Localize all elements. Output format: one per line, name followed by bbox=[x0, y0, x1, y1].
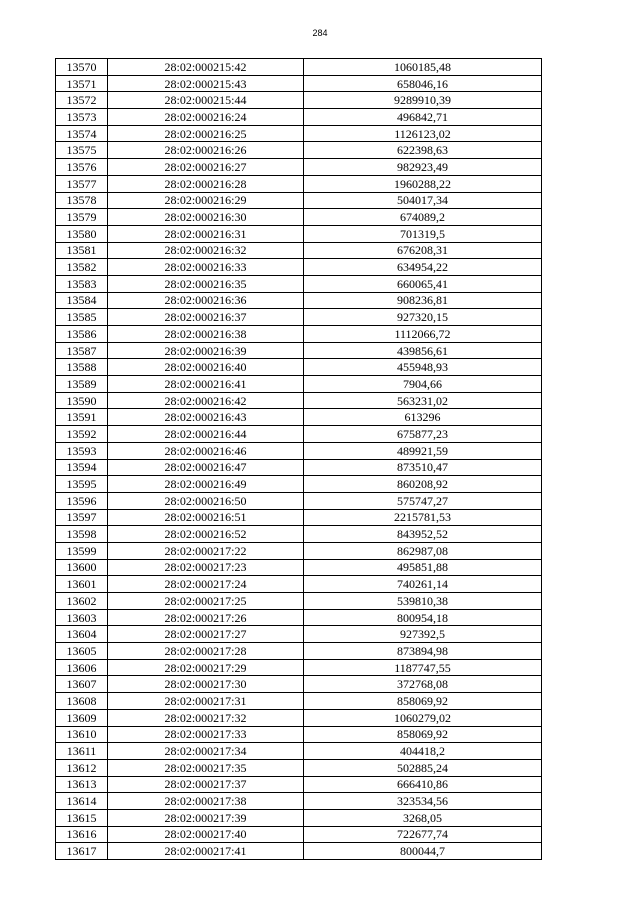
cadastral-value-cell: 660065,41 bbox=[304, 275, 542, 292]
table-row bbox=[56, 109, 542, 126]
cadastral-value-cell: 740261,14 bbox=[304, 576, 542, 593]
row-number-cell: 13616 bbox=[56, 826, 108, 843]
cadastral-number-cell: 28:02:000217:24 bbox=[108, 576, 304, 593]
cadastral-number-cell: 28:02:000216:49 bbox=[108, 476, 304, 493]
cadastral-value-cell: 495851,88 bbox=[304, 559, 542, 576]
cadastral-value-cell: 372768,08 bbox=[304, 676, 542, 693]
row-number-cell: 13582 bbox=[56, 259, 108, 276]
table-row bbox=[56, 626, 542, 643]
row-number-cell: 13583 bbox=[56, 275, 108, 292]
cadastral-number-cell: 28:02:000217:38 bbox=[108, 793, 304, 810]
cadastral-number-cell: 28:02:000216:52 bbox=[108, 526, 304, 543]
cadastral-number-cell: 28:02:000215:43 bbox=[108, 75, 304, 92]
row-number-cell: 13615 bbox=[56, 809, 108, 826]
row-number-cell: 13587 bbox=[56, 342, 108, 359]
cadastral-value-cell: 927320,15 bbox=[304, 309, 542, 326]
row-number-cell: 13606 bbox=[56, 659, 108, 676]
cadastral-number-cell: 28:02:000217:30 bbox=[108, 676, 304, 693]
cadastral-number-cell: 28:02:000217:40 bbox=[108, 826, 304, 843]
cadastral-number-cell: 28:02:000217:39 bbox=[108, 809, 304, 826]
cadastral-number-cell: 28:02:000216:41 bbox=[108, 376, 304, 393]
table-row bbox=[56, 292, 542, 309]
row-number-cell: 13593 bbox=[56, 442, 108, 459]
table-row bbox=[56, 125, 542, 142]
table-row bbox=[56, 275, 542, 292]
row-number-cell: 13573 bbox=[56, 109, 108, 126]
cadastral-value-table bbox=[55, 58, 542, 860]
table-row bbox=[56, 225, 542, 242]
table-row bbox=[56, 476, 542, 493]
cadastral-value-cell: 858069,92 bbox=[304, 726, 542, 743]
row-number-cell: 13603 bbox=[56, 609, 108, 626]
cadastral-number-cell: 28:02:000216:37 bbox=[108, 309, 304, 326]
cadastral-value-cell: 1960288,22 bbox=[304, 175, 542, 192]
row-number-cell: 13614 bbox=[56, 793, 108, 810]
cadastral-number-cell: 28:02:000216:35 bbox=[108, 275, 304, 292]
cadastral-value-cell: 666410,86 bbox=[304, 776, 542, 793]
table-row bbox=[56, 259, 542, 276]
table-row bbox=[56, 693, 542, 710]
cadastral-value-cell: 1112066,72 bbox=[304, 326, 542, 343]
cadastral-value-cell: 843952,52 bbox=[304, 526, 542, 543]
cadastral-value-cell: 982923,49 bbox=[304, 159, 542, 176]
table-row bbox=[56, 826, 542, 843]
row-number-cell: 13580 bbox=[56, 225, 108, 242]
table-row bbox=[56, 175, 542, 192]
row-number-cell: 13609 bbox=[56, 709, 108, 726]
row-number-cell: 13604 bbox=[56, 626, 108, 643]
row-number-cell: 13608 bbox=[56, 693, 108, 710]
row-number-cell: 13591 bbox=[56, 409, 108, 426]
table-row bbox=[56, 359, 542, 376]
table-row bbox=[56, 659, 542, 676]
cadastral-value-cell: 489921,59 bbox=[304, 442, 542, 459]
row-number-cell: 13595 bbox=[56, 476, 108, 493]
table-row bbox=[56, 743, 542, 760]
cadastral-value-cell: 908236,81 bbox=[304, 292, 542, 309]
cadastral-number-cell: 28:02:000216:51 bbox=[108, 509, 304, 526]
cadastral-number-cell: 28:02:000216:29 bbox=[108, 192, 304, 209]
row-number-cell: 13617 bbox=[56, 843, 108, 860]
cadastral-number-cell: 28:02:000216:47 bbox=[108, 459, 304, 476]
table-row bbox=[56, 559, 542, 576]
cadastral-value-cell: 1187747,55 bbox=[304, 659, 542, 676]
cadastral-value-cell: 439856,61 bbox=[304, 342, 542, 359]
table-row bbox=[56, 793, 542, 810]
cadastral-value-cell: 675877,23 bbox=[304, 426, 542, 443]
cadastral-number-cell: 28:02:000216:38 bbox=[108, 326, 304, 343]
cadastral-value-cell: 860208,92 bbox=[304, 476, 542, 493]
row-number-cell: 13570 bbox=[56, 59, 108, 76]
cadastral-number-cell: 28:02:000217:34 bbox=[108, 743, 304, 760]
cadastral-value-cell: 575747,27 bbox=[304, 492, 542, 509]
cadastral-value-cell: 873510,47 bbox=[304, 459, 542, 476]
cadastral-number-cell: 28:02:000217:26 bbox=[108, 609, 304, 626]
cadastral-number-cell: 28:02:000217:31 bbox=[108, 693, 304, 710]
row-number-cell: 13596 bbox=[56, 492, 108, 509]
row-number-cell: 13585 bbox=[56, 309, 108, 326]
page-number: 284 bbox=[312, 28, 328, 38]
table-row bbox=[56, 459, 542, 476]
cadastral-number-cell: 28:02:000217:35 bbox=[108, 759, 304, 776]
cadastral-value-cell: 858069,92 bbox=[304, 693, 542, 710]
row-number-cell: 13612 bbox=[56, 759, 108, 776]
row-number-cell: 13613 bbox=[56, 776, 108, 793]
cadastral-value-cell: 7904,66 bbox=[304, 376, 542, 393]
cadastral-value-cell: 1060279,02 bbox=[304, 709, 542, 726]
cadastral-number-cell: 28:02:000217:29 bbox=[108, 659, 304, 676]
table-row bbox=[56, 593, 542, 610]
cadastral-number-cell: 28:02:000216:30 bbox=[108, 209, 304, 226]
row-number-cell: 13577 bbox=[56, 175, 108, 192]
cadastral-number-cell: 28:02:000217:25 bbox=[108, 593, 304, 610]
row-number-cell: 13590 bbox=[56, 392, 108, 409]
row-number-cell: 13597 bbox=[56, 509, 108, 526]
row-number-cell: 13602 bbox=[56, 593, 108, 610]
row-number-cell: 13571 bbox=[56, 75, 108, 92]
table-row bbox=[56, 342, 542, 359]
cadastral-value-cell: 674089,2 bbox=[304, 209, 542, 226]
cadastral-value-cell: 2215781,53 bbox=[304, 509, 542, 526]
row-number-cell: 13584 bbox=[56, 292, 108, 309]
table-row bbox=[56, 509, 542, 526]
cadastral-value-cell: 613296 bbox=[304, 409, 542, 426]
table-row bbox=[56, 192, 542, 209]
cadastral-value-cell: 873894,98 bbox=[304, 643, 542, 660]
row-number-cell: 13588 bbox=[56, 359, 108, 376]
table-row bbox=[56, 759, 542, 776]
cadastral-number-cell: 28:02:000216:32 bbox=[108, 242, 304, 259]
row-number-cell: 13598 bbox=[56, 526, 108, 543]
cadastral-value-cell: 927392,5 bbox=[304, 626, 542, 643]
cadastral-value-cell: 800044,7 bbox=[304, 843, 542, 860]
table-row bbox=[56, 142, 542, 159]
table-row bbox=[56, 576, 542, 593]
cadastral-number-cell: 28:02:000216:28 bbox=[108, 175, 304, 192]
row-number-cell: 13610 bbox=[56, 726, 108, 743]
table-row bbox=[56, 526, 542, 543]
table-row bbox=[56, 726, 542, 743]
cadastral-number-cell: 28:02:000216:40 bbox=[108, 359, 304, 376]
cadastral-value-cell: 539810,38 bbox=[304, 593, 542, 610]
cadastral-value-cell: 800954,18 bbox=[304, 609, 542, 626]
row-number-cell: 13575 bbox=[56, 142, 108, 159]
cadastral-value-cell: 1126123,02 bbox=[304, 125, 542, 142]
cadastral-value-cell: 504017,34 bbox=[304, 192, 542, 209]
row-number-cell: 13607 bbox=[56, 676, 108, 693]
table-row bbox=[56, 643, 542, 660]
table-row bbox=[56, 676, 542, 693]
row-number-cell: 13576 bbox=[56, 159, 108, 176]
cadastral-value-cell: 496842,71 bbox=[304, 109, 542, 126]
cadastral-number-cell: 28:02:000216:43 bbox=[108, 409, 304, 426]
table-row bbox=[56, 326, 542, 343]
cadastral-number-cell: 28:02:000217:33 bbox=[108, 726, 304, 743]
cadastral-number-cell: 28:02:000216:39 bbox=[108, 342, 304, 359]
table-row bbox=[56, 75, 542, 92]
table-row bbox=[56, 442, 542, 459]
cadastral-value-cell: 658046,16 bbox=[304, 75, 542, 92]
row-number-cell: 13601 bbox=[56, 576, 108, 593]
table-row bbox=[56, 409, 542, 426]
table-row bbox=[56, 159, 542, 176]
cadastral-number-cell: 28:02:000215:42 bbox=[108, 59, 304, 76]
table-row bbox=[56, 776, 542, 793]
cadastral-number-cell: 28:02:000215:44 bbox=[108, 92, 304, 109]
cadastral-value-cell: 563231,02 bbox=[304, 392, 542, 409]
row-number-cell: 13589 bbox=[56, 376, 108, 393]
cadastral-value-cell: 323534,56 bbox=[304, 793, 542, 810]
cadastral-number-cell: 28:02:000217:41 bbox=[108, 843, 304, 860]
cadastral-value-cell: 502885,24 bbox=[304, 759, 542, 776]
table-row bbox=[56, 92, 542, 109]
row-number-cell: 13599 bbox=[56, 542, 108, 559]
table-body bbox=[56, 59, 542, 860]
cadastral-number-cell: 28:02:000217:27 bbox=[108, 626, 304, 643]
cadastral-number-cell: 28:02:000216:42 bbox=[108, 392, 304, 409]
cadastral-number-cell: 28:02:000216:36 bbox=[108, 292, 304, 309]
cadastral-number-cell: 28:02:000216:33 bbox=[108, 259, 304, 276]
cadastral-value-cell: 676208,31 bbox=[304, 242, 542, 259]
table-row bbox=[56, 242, 542, 259]
table-row bbox=[56, 609, 542, 626]
cadastral-value-cell: 701319,5 bbox=[304, 225, 542, 242]
table-row bbox=[56, 376, 542, 393]
row-number-cell: 13574 bbox=[56, 125, 108, 142]
cadastral-number-cell: 28:02:000216:24 bbox=[108, 109, 304, 126]
cadastral-value-cell: 3268,05 bbox=[304, 809, 542, 826]
cadastral-value-cell: 622398,63 bbox=[304, 142, 542, 159]
cadastral-value-cell: 9289910,39 bbox=[304, 92, 542, 109]
cadastral-number-cell: 28:02:000217:23 bbox=[108, 559, 304, 576]
row-number-cell: 13578 bbox=[56, 192, 108, 209]
cadastral-number-cell: 28:02:000217:28 bbox=[108, 643, 304, 660]
table-row bbox=[56, 392, 542, 409]
row-number-cell: 13605 bbox=[56, 643, 108, 660]
row-number-cell: 13579 bbox=[56, 209, 108, 226]
cadastral-value-cell: 1060185,48 bbox=[304, 59, 542, 76]
cadastral-number-cell: 28:02:000217:37 bbox=[108, 776, 304, 793]
table-row bbox=[56, 59, 542, 76]
cadastral-number-cell: 28:02:000216:46 bbox=[108, 442, 304, 459]
table-row bbox=[56, 709, 542, 726]
table-row bbox=[56, 492, 542, 509]
table-row bbox=[56, 542, 542, 559]
cadastral-value-cell: 862987,08 bbox=[304, 542, 542, 559]
cadastral-number-cell: 28:02:000216:44 bbox=[108, 426, 304, 443]
cadastral-number-cell: 28:02:000216:50 bbox=[108, 492, 304, 509]
cadastral-number-cell: 28:02:000217:22 bbox=[108, 542, 304, 559]
cadastral-value-cell: 722677,74 bbox=[304, 826, 542, 843]
row-number-cell: 13611 bbox=[56, 743, 108, 760]
cadastral-number-cell: 28:02:000216:25 bbox=[108, 125, 304, 142]
row-number-cell: 13581 bbox=[56, 242, 108, 259]
cadastral-value-cell: 455948,93 bbox=[304, 359, 542, 376]
cadastral-number-cell: 28:02:000216:31 bbox=[108, 225, 304, 242]
table-row bbox=[56, 209, 542, 226]
cadastral-value-cell: 404418,2 bbox=[304, 743, 542, 760]
table-row bbox=[56, 843, 542, 860]
row-number-cell: 13572 bbox=[56, 92, 108, 109]
table-row bbox=[56, 426, 542, 443]
row-number-cell: 13594 bbox=[56, 459, 108, 476]
row-number-cell: 13592 bbox=[56, 426, 108, 443]
cadastral-value-cell: 634954,22 bbox=[304, 259, 542, 276]
cadastral-number-cell: 28:02:000217:32 bbox=[108, 709, 304, 726]
table-row bbox=[56, 309, 542, 326]
cadastral-number-cell: 28:02:000216:27 bbox=[108, 159, 304, 176]
row-number-cell: 13586 bbox=[56, 326, 108, 343]
row-number-cell: 13600 bbox=[56, 559, 108, 576]
table-row bbox=[56, 809, 542, 826]
cadastral-number-cell: 28:02:000216:26 bbox=[108, 142, 304, 159]
